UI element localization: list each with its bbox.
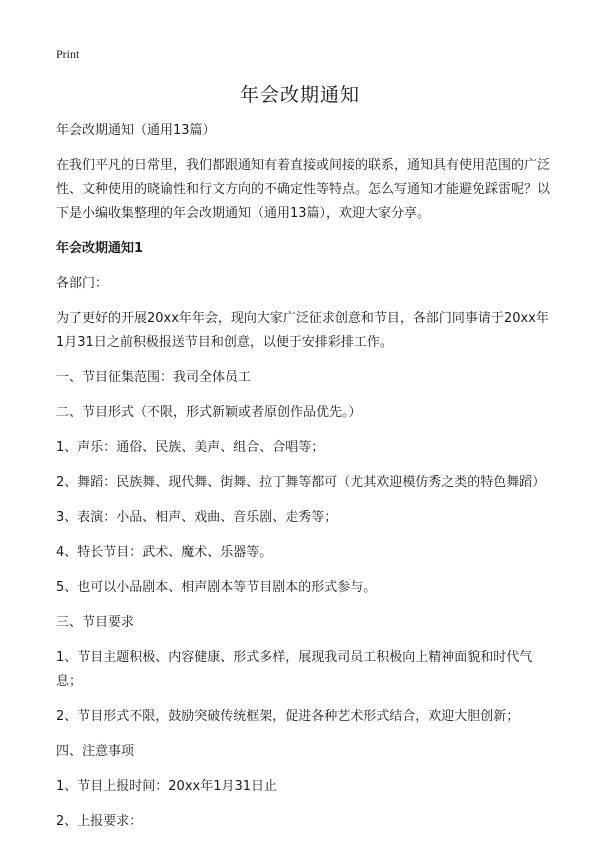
section-heading: 年会改期通知1 [56, 241, 144, 256]
print-link[interactable]: Print [56, 47, 80, 61]
list-heading-requirements: 三、节目要求 [56, 615, 135, 630]
list-item: 1、声乐：通俗、民族、美声、组合、合唱等； [56, 440, 325, 455]
list-heading-form: 二、节目形式（不限，形式新颖或者原创作品优先。） [56, 405, 362, 420]
document-body [56, 119, 550, 845]
list-item: 1、节目上报时间：20xx年1月31日止 [56, 779, 278, 794]
list-heading-scope: 一、节目征集范围：我司全体员工 [56, 370, 252, 385]
list-item: 2、舞蹈：民族舞、现代舞、街舞、拉丁舞等都可（尤其欢迎模仿秀之类的特色舞蹈） [56, 475, 546, 490]
list-heading-notes: 四、注意事项 [56, 744, 135, 759]
subtitle-paragraph: 年会改期通知（通用13篇） [56, 123, 216, 138]
body-paragraph: 为了更好的开展20xx年年会，现向大家广泛征求创意和节目，各部门同事请于20xx年1月31日之前积极报送节目和创意，以便于安排彩排工作。 [56, 311, 549, 350]
list-item: 2、上报要求： [56, 814, 143, 829]
list-item: 1、节目主题积极、内容健康、形式多样，展现我司员工积极向上精神面貌和时代气息； [56, 650, 533, 689]
list-item: 2、节目形式不限，鼓励突破传统框架，促进各种艺术形式结合，欢迎大胆创新； [56, 709, 520, 724]
list-item: 5、也可以小品剧本、相声剧本等节目剧本的形式参与。 [56, 580, 377, 595]
document-title: 年会改期通知 [239, 84, 360, 106]
salutation: 各部门： [56, 276, 109, 291]
list-item: 4、特长节目：武术、魔术、乐器等。 [56, 545, 273, 560]
intro-paragraph: 在我们平凡的日常里，我们都跟通知有着直接或间接的联系，通知具有使用范围的广泛性、文种使用的晓谕性和行文方向的不确定性等特点。怎么写通知才能避免踩雷呢？以下是小编收集整理的年会改期通知（通用13篇），欢迎大家分享。 [56, 158, 551, 221]
list-item: 3、表演：小品、相声、戏曲、音乐剧、走秀等； [56, 510, 338, 525]
